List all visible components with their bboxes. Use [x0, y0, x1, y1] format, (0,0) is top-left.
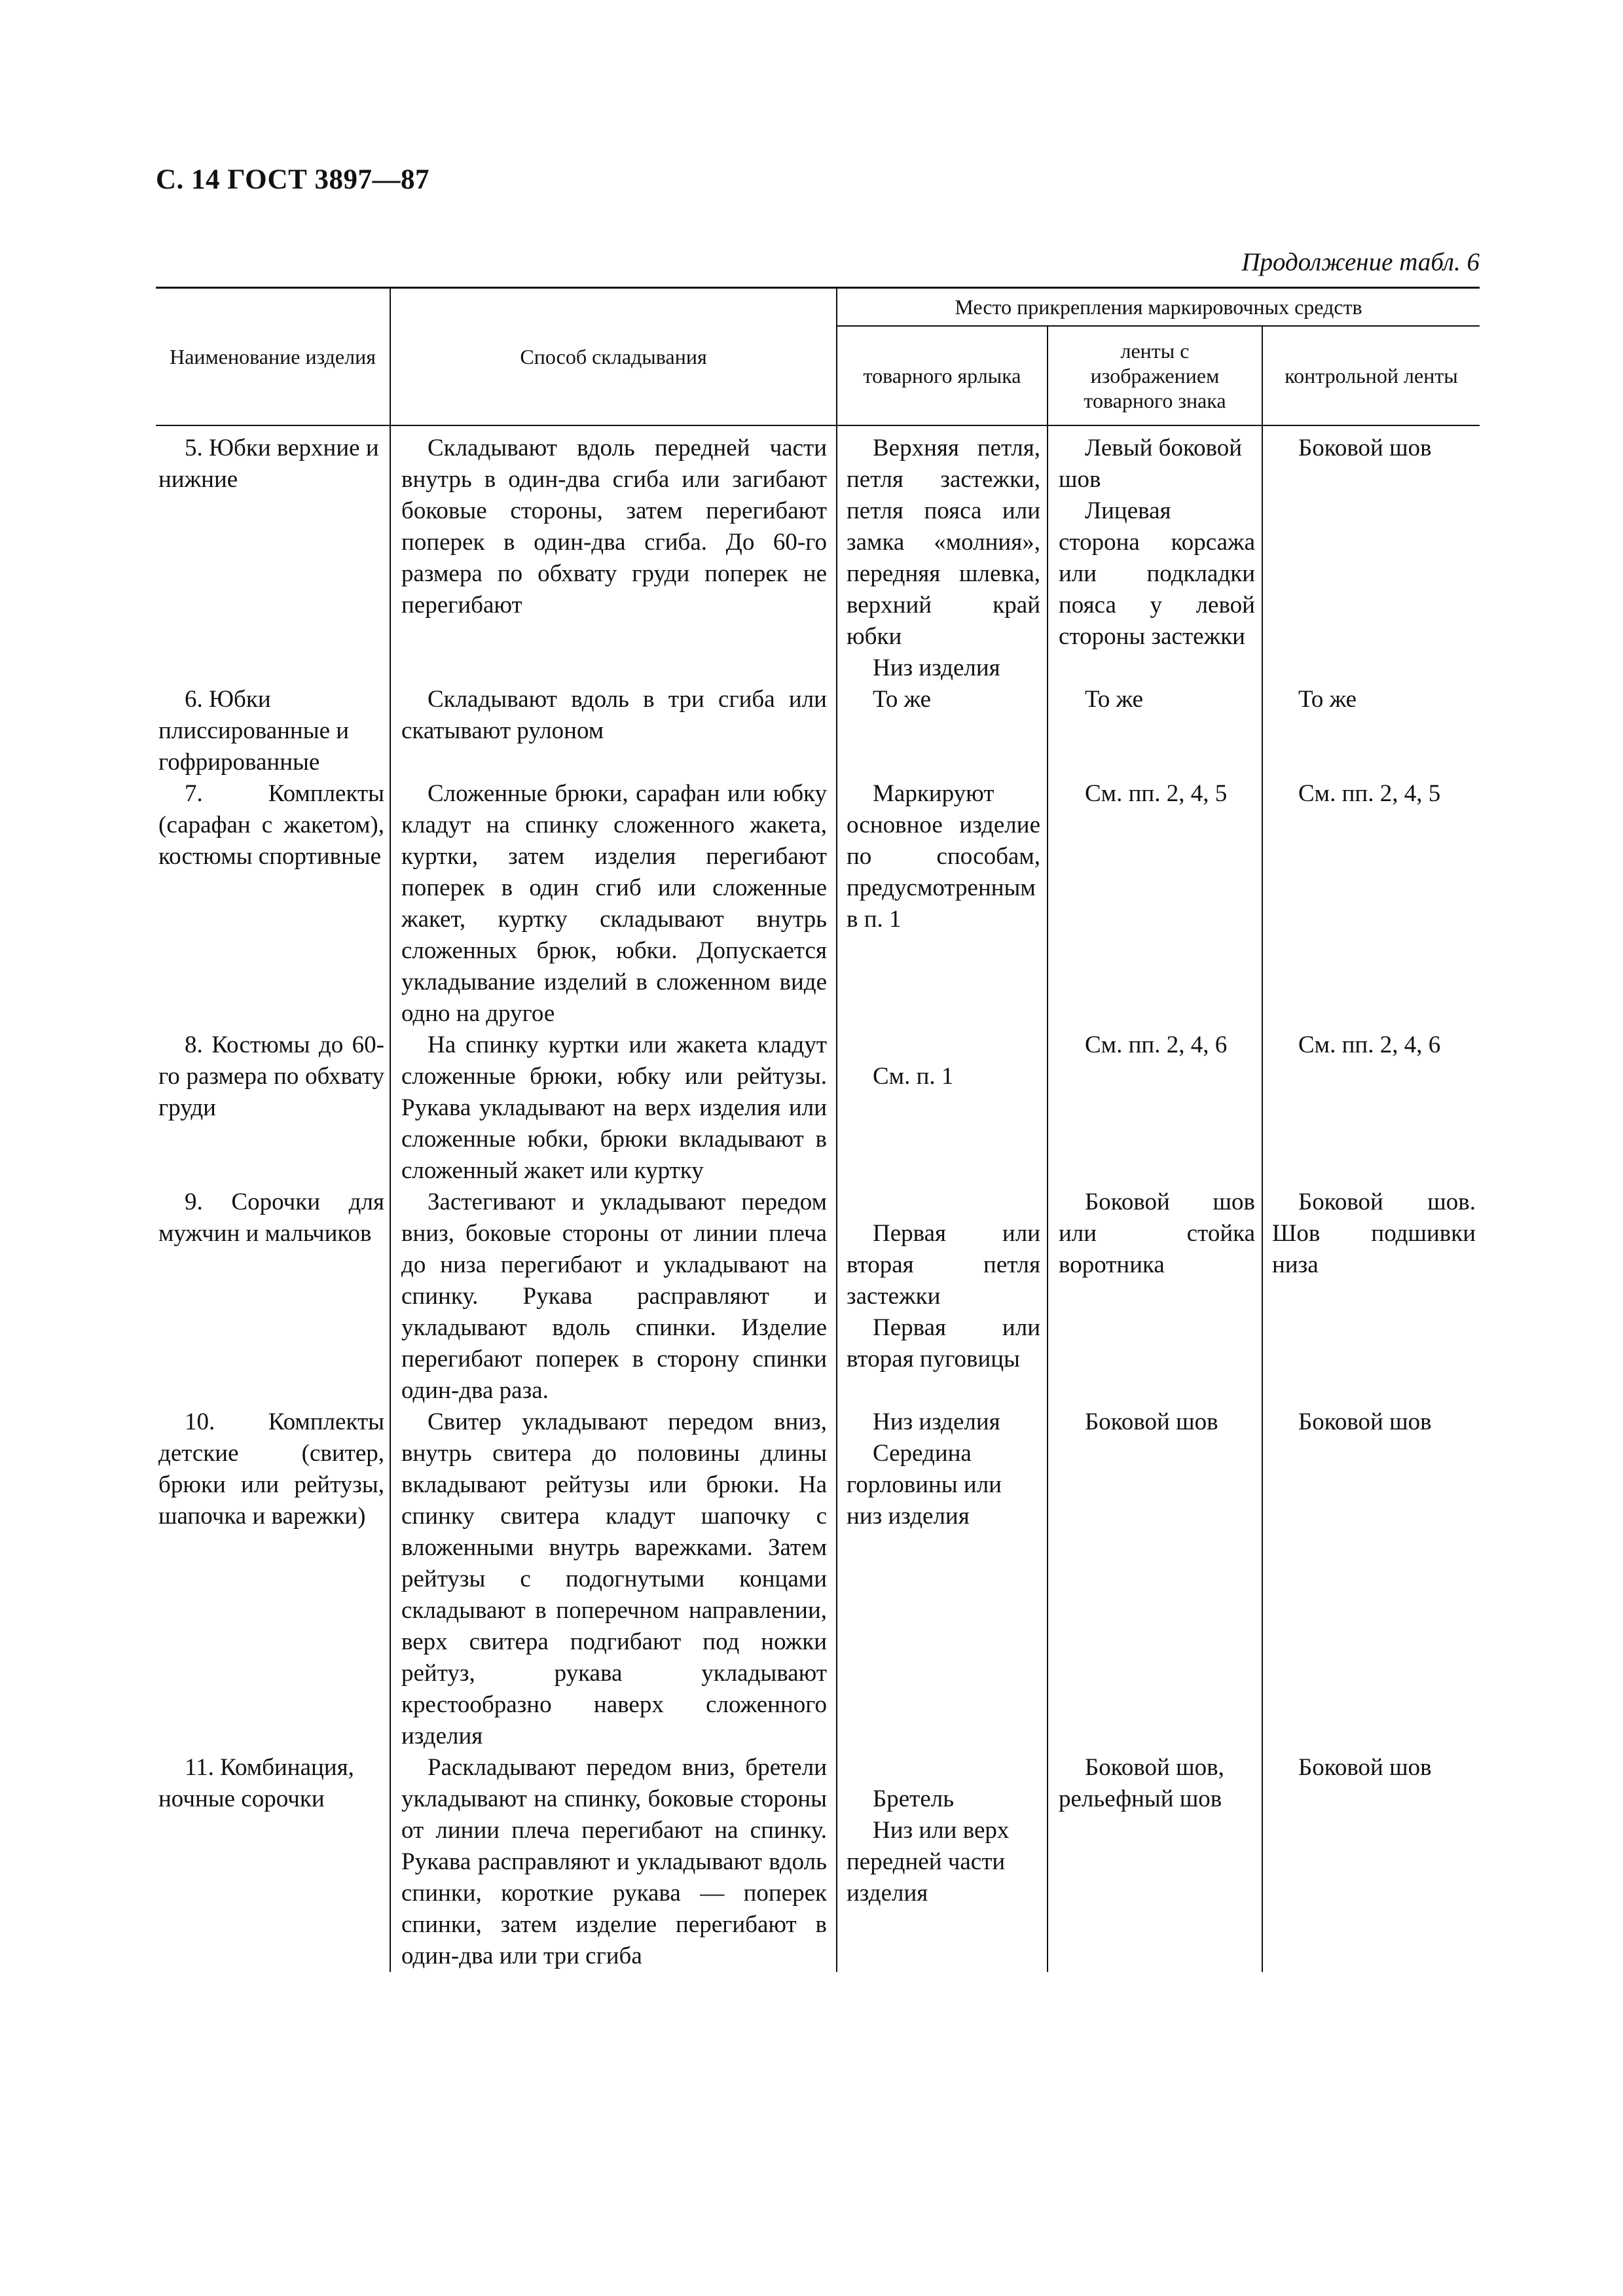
cell-method: Застегивают и укладывают передом вниз, боковые стороны от линии плеча до низа перегибают и укладывают на спинку. Рукава расправляют и укладывают вдоль спинки. Изделие перегибают поперек в сторону спинки один-два раза.: [390, 1187, 837, 1407]
table-row: [156, 1407, 1480, 1752]
cell-tape: [1048, 1407, 1262, 1752]
cell-name: 8. Костюмы до 60-го размера по обхвату груди: [158, 1031, 384, 1121]
control-line: См. пп. 2, 4, 6: [1298, 1031, 1441, 1058]
cell-method: Складывают вдоль передней части внутрь в один-два сгиба или загибают боковые стороны, затем перегибают поперек в один-два сгиба. До 60-го размера по обхвату груди поперек не перегибают: [390, 425, 837, 684]
label-line: Низ изделия: [873, 1408, 1000, 1435]
cell-control: [1262, 1407, 1480, 1752]
marking-table: [156, 287, 1480, 1972]
cell-tape: [1048, 778, 1262, 1030]
cell-tape: [1048, 1030, 1262, 1187]
label-line: Маркируют основное изделие по способам, предусмотренным в п. 1: [847, 780, 1040, 933]
header-tape-text: ленты с изображением товарного знака: [1084, 339, 1226, 412]
cell-name: 7. Комплекты (сарафан с жакетом), костюмы спортивные: [158, 780, 384, 870]
label-spacer: [847, 1187, 1040, 1218]
label-spacer: [847, 1752, 1040, 1784]
cell-control: [1262, 1752, 1480, 1972]
header-marking-group: [837, 288, 1480, 327]
cell-control: [1262, 425, 1480, 684]
table-row: [156, 1187, 1480, 1407]
header-method: [390, 288, 837, 426]
cell-name: 10. Комплекты детские (свитер, брюки или рейтузы, шапочка и варежки): [158, 1408, 384, 1530]
page-header: С. 14 ГОСТ 3897—87: [156, 164, 430, 195]
table-row: [156, 425, 1480, 684]
cell-label: [837, 778, 1048, 1030]
label-line: То же: [873, 686, 932, 713]
cell-tape: [1048, 425, 1262, 684]
table-row: [156, 778, 1480, 1030]
table-row: [156, 1030, 1480, 1187]
control-line: См. пп. 2, 4, 5: [1298, 780, 1441, 807]
tape-line: То же: [1085, 686, 1144, 713]
cell-method: Складывают вдоль в три сгиба или скатывают рулоном: [390, 684, 837, 778]
label-line: Верхняя петля, петля застежки, петля пояса или замка «молния», передняя шлевка, верхний край юбки: [847, 435, 1040, 650]
cell-name: 5. Юбки верхние и нижние: [158, 435, 379, 493]
label-spacer: [847, 1030, 1040, 1061]
control-line: Боковой шов: [1298, 1408, 1432, 1435]
header-label-text: товарного ярлыка: [863, 364, 1021, 387]
cell-name: 11. Комбинация, ночные сорочки: [158, 1754, 354, 1812]
table-row: [156, 1752, 1480, 1972]
cell-label: [837, 1187, 1048, 1407]
tape-line: См. пп. 2, 4, 6: [1085, 1031, 1228, 1058]
table-row: [156, 684, 1480, 778]
header-name: [156, 288, 390, 426]
cell-label: [837, 1030, 1048, 1187]
label-line: Бретель: [873, 1785, 955, 1812]
header-tape: [1048, 326, 1262, 425]
table-continuation-note: Продолжение табл. 6: [1241, 248, 1480, 276]
cell-tape: [1048, 1187, 1262, 1407]
table-header-row-1: [156, 288, 1480, 327]
header-control: [1262, 326, 1480, 425]
cell-name: 6. Юбки плиссированные и гофрированные: [158, 686, 350, 776]
tape-line: Боковой шов: [1085, 1408, 1218, 1435]
control-line: То же: [1298, 686, 1357, 713]
control-line: Боковой шов. Шов подшивки низа: [1272, 1189, 1476, 1278]
header-method-text: Способ складывания: [520, 345, 707, 368]
header-name-text: Наименование изделия: [170, 345, 376, 368]
label-line: Первая или вторая петля застежки: [847, 1220, 1040, 1310]
tape-line: Боковой шов или стойка воротника: [1059, 1189, 1255, 1278]
label-line: Низ или верх передней части изделия: [847, 1817, 1010, 1907]
cell-control: [1262, 1187, 1480, 1407]
label-line: См. п. 1: [873, 1063, 954, 1090]
label-line: Низ изделия: [873, 655, 1000, 681]
cell-label: [837, 1752, 1048, 1972]
tape-line: Лицевая сторона корсажа или подкладки пояса у левой стороны застежки: [1059, 497, 1255, 650]
cell-control: [1262, 1030, 1480, 1187]
tape-line: См. пп. 2, 4, 5: [1085, 780, 1228, 807]
cell-method: На спинку куртки или жакета кладут сложенные брюки, юбку или рейтузы. Рукава укладывают на верх изделия или сложенные юбки, брюки вкладывают в сложенный жакет или куртку: [390, 1030, 837, 1187]
cell-label: [837, 684, 1048, 778]
label-line: Первая или вторая пуговицы: [847, 1314, 1040, 1372]
cell-method: Сложенные брюки, сарафан или юбку кладут на спинку сложенного жакета, куртки, затем изделия перегибают поперек в один сгиб или сложенные жакет, куртку складывают внутрь сложенных брюк, юбки. Допускается укладывание изделий в сложенном виде одно на другое: [390, 778, 837, 1030]
cell-control: [1262, 778, 1480, 1030]
control-line: Боковой шов: [1298, 435, 1432, 461]
cell-tape: [1048, 684, 1262, 778]
cell-label: [837, 425, 1048, 684]
tape-line: Боковой шов, рельефный шов: [1059, 1754, 1224, 1812]
label-line: Середина горловины или низ изделия: [847, 1440, 1002, 1530]
cell-label: [837, 1407, 1048, 1752]
header-label: [837, 326, 1048, 425]
control-line: Боковой шов: [1298, 1754, 1432, 1781]
cell-tape: [1048, 1752, 1262, 1972]
header-control-text: контрольной ленты: [1285, 364, 1458, 387]
header-group-text: Место прикрепления маркировочных средств: [955, 295, 1362, 319]
cell-method: Раскладывают передом вниз, бретели укладывают на спинку, боковые стороны от линии плеча перегибают на спинку. Рукава расправляют и укладывают вдоль спинки, короткие рукава — поперек спинки, затем изделие перегибают в один-два или три сгиба: [390, 1752, 837, 1972]
cell-control: [1262, 684, 1480, 778]
cell-method: Свитер укладывают передом вниз, внутрь свитера до половины длины вкладывают рейтузы или брюки. На спинку свитера кладут шапочку с вложенными внутрь варежками. Затем рейтузы с подогнутыми концами складывают в поперечном направлении, верх свитера подгибают под ножки рейтуз, рукава укладывают крестообразно наверх сложенного изделия: [390, 1407, 837, 1752]
cell-name: 9. Сорочки для мужчин и мальчиков: [158, 1189, 384, 1247]
tape-line: Левый боковой шов: [1059, 435, 1243, 493]
